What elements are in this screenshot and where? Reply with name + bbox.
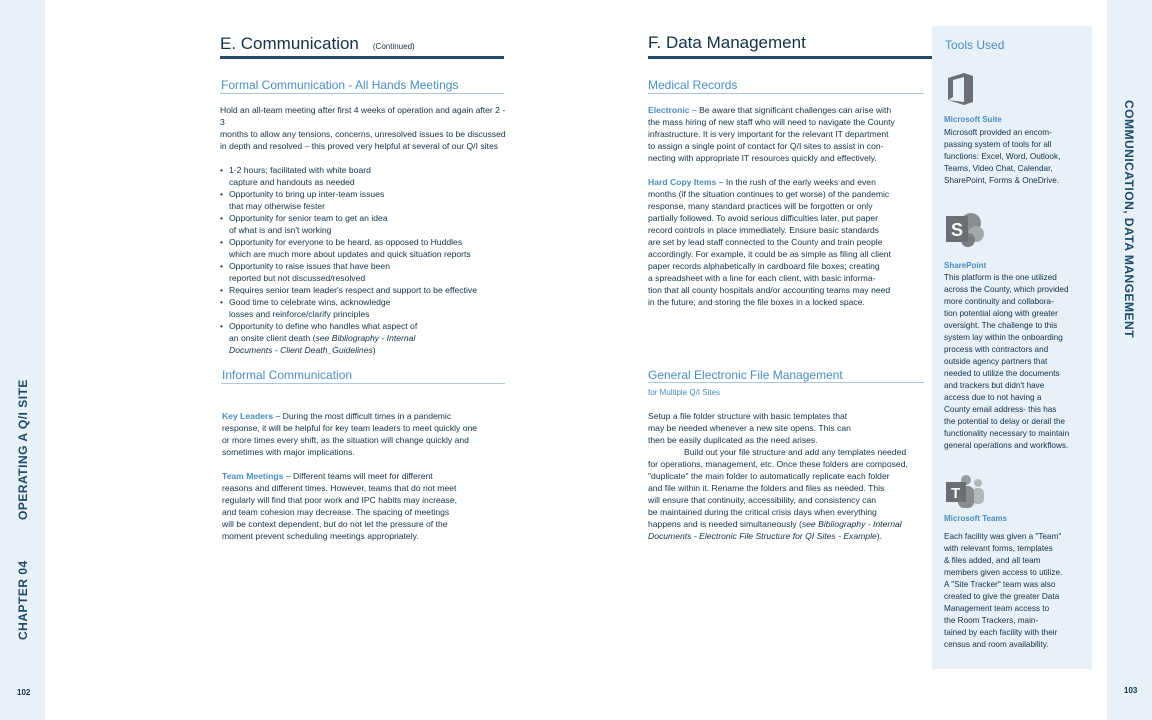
text-line: or more times every shift, as the situation will change quickly and	[222, 435, 469, 445]
text-line: the Room Trackers, main-	[944, 616, 1039, 625]
text-line: functionality necessary to maintain	[944, 429, 1070, 438]
text-line: During the most difficult times in a pandemic	[280, 411, 452, 421]
team-meetings-paragraph	[222, 470, 512, 542]
text-line: paper records alphabetically in cardboard file boxes; creating	[648, 261, 880, 271]
text-line: outside agency partners that	[944, 357, 1048, 366]
formal-heading-rule	[220, 93, 504, 94]
text-line: regularly will find that poor work and IPC habits may increase,	[222, 495, 458, 505]
text-line: moment prevent scheduling meetings appropriately.	[222, 531, 419, 541]
text-line: partially followed. To avoid serious difficulties later, put paper	[648, 213, 878, 223]
text-line: A "Site Tracker" team was also	[944, 580, 1056, 589]
bullet-line: Opportunity to bring up inter-team issues	[229, 189, 385, 199]
hard-copy-lead: Hard Copy Items –	[648, 177, 724, 187]
file-management-heading: General Electronic File Management	[648, 368, 843, 382]
chapter-label: CHAPTER 04	[16, 560, 30, 640]
text-line: across the County, which provided	[944, 285, 1069, 294]
text-line: Management team access to	[944, 604, 1050, 613]
bullet-line: Opportunity to raise issues that have been	[229, 261, 390, 271]
text-line: passing system of tools for all	[944, 140, 1052, 149]
informal-heading: Informal Communication	[222, 368, 353, 382]
text-line: census and room availability.	[944, 640, 1049, 649]
text-line: happens and is needed simultaneously (	[648, 519, 802, 529]
bullet-item	[220, 320, 510, 356]
formal-intro	[220, 104, 510, 152]
text-line: SharePoint, Forms & OneDrive.	[944, 176, 1060, 185]
text-line: the mass hiring of new staff who will need to navigate the County	[648, 117, 895, 127]
medical-records-heading: Medical Records	[648, 78, 738, 92]
bullet-item	[220, 164, 510, 188]
text-line: Microsoft provided an encom-	[944, 128, 1052, 137]
office-icon	[945, 72, 975, 111]
electronic-paragraph	[648, 104, 930, 164]
text-line: accordingly. For example, it could be as simple as filing all client	[648, 249, 891, 259]
text-line: and team cohesion may decrease. The spacing of meetings	[222, 507, 450, 517]
file-management-para1	[648, 410, 930, 542]
text-line: record controls in place immediately. Ensure basic standards	[648, 225, 880, 235]
file-management-body	[648, 410, 930, 542]
text-line: will be context dependent, but do not let the pressure of the	[222, 519, 448, 529]
text-line: and file within it. Rename the folders and files as needed. This	[648, 483, 885, 493]
intro-line: Hold an all-team meeting after first 4 weeks of operation and again after 2 - 3	[220, 105, 506, 127]
text-line: members given access to utilize.	[944, 568, 1063, 577]
text-line: more continuity and collabora-	[944, 297, 1054, 306]
bullet-line: )	[372, 345, 376, 355]
text-line: for operations, management, etc. Once these folders are composed,	[648, 459, 908, 469]
communication-title-text: E. Communication	[220, 34, 359, 53]
text-line: sometimes with major implications.	[222, 447, 355, 457]
section-label-right: COMMUNICATION, DATA MANGEMENT	[1122, 100, 1136, 339]
hard-copy-paragraph	[648, 176, 930, 308]
text-line: Build out your file structure and add any templates needed	[684, 447, 907, 457]
formal-bullets	[220, 164, 510, 356]
text-line: be maintained during the critical crisis days when everything	[648, 507, 877, 517]
formal-body	[220, 104, 510, 356]
text-line: a spreadsheet with a line for each client, with basic informa-	[648, 273, 876, 283]
text-line: needed to utilize the documents	[944, 369, 1060, 378]
bibliography-ref: Documents - Client Death_Guidelines	[229, 345, 373, 355]
medical-records-body	[648, 104, 930, 308]
text-line: response, many standard practices will be forgotten or only	[648, 201, 873, 211]
communication-title-rule	[220, 56, 504, 59]
bullet-line: Opportunity to define who handles what aspect of	[229, 321, 418, 331]
text-line: Each facility was given a "Team"	[944, 532, 1062, 541]
text-line: tion potential along with greater	[944, 309, 1058, 318]
sharepoint-icon	[944, 210, 986, 255]
electronic-lead: Electronic –	[648, 105, 697, 115]
text-line: tained by each facility with their	[944, 628, 1058, 637]
text-line: oversight. The challenge to this	[944, 321, 1058, 330]
text-line: and trackers but didn't have	[944, 381, 1045, 390]
text-line: response, it will be helpful for key team leaders to meet quickly one	[222, 423, 478, 433]
tools-title: Tools Used	[945, 38, 1005, 52]
text-line: & files added, and all team	[944, 556, 1041, 565]
text-line: reasons and different times. However, teams that do not meet	[222, 483, 457, 493]
key-leaders-paragraph	[222, 410, 512, 458]
bullet-line: Good time to celebrate wins, acknowledge	[229, 297, 391, 307]
text-line: the potential to delay or derail the	[944, 417, 1066, 426]
svg-text:T: T	[951, 485, 961, 502]
text-line: in the future; and storing the file boxes in a locked space.	[648, 297, 865, 307]
tool-name-microsoft-teams: Microsoft Teams	[944, 514, 1007, 523]
text-line: In the rush of the early weeks and even	[723, 177, 876, 187]
formal-heading: Formal Communication - All Hands Meetings	[221, 78, 459, 92]
bullet-line: reported but not discussed/resolved	[229, 273, 366, 283]
bullet-line: an onsite client death (	[229, 333, 316, 343]
intro-line: in depth and resolved – this proved very helpful at several of our Q/I sites	[220, 141, 499, 151]
bullet-line: Opportunity for senior team to get an idea	[229, 213, 388, 223]
bullet-line: capture and handouts as needed	[229, 177, 355, 187]
data-management-title: F. Data Management	[648, 33, 806, 52]
bullet-line: that may otherwise fester	[229, 201, 326, 211]
medical-records-rule	[648, 93, 924, 94]
text-line: general operations and workflows.	[944, 441, 1069, 450]
bullet-line: which are much more about updates and quick situation reports	[229, 249, 471, 259]
file-management-subheading: for Multiple Q/I Sites	[648, 388, 721, 397]
page-number-left: 102	[17, 688, 31, 697]
bullet-item	[220, 284, 510, 296]
tool-name-microsoft-suite: Microsoft Suite	[944, 115, 1002, 124]
key-leaders-lead: Key Leaders –	[222, 411, 281, 421]
informal-heading-rule	[221, 383, 505, 384]
section-label-left: OPERATING A Q/I SITE	[16, 379, 30, 520]
text-line: functions: Excel, Word, Outlook,	[944, 152, 1061, 161]
bibliography-ref: Documents - Electronic File Structure for QI Sites - Example	[648, 531, 877, 541]
text-line: necting with appropriate IT resources quickly and effectively.	[648, 153, 877, 163]
text-line: to assign a single point of contact for Q/I sites to assist in con-	[648, 141, 884, 151]
bibliography-ref: see Bibliography - Internal	[315, 333, 416, 343]
text-line: This platform is the one utilized	[944, 273, 1057, 282]
text-line: are set by lead staff connected to the County and train people	[648, 237, 883, 247]
text-line: infrastructure. It is very important for the relevant IT department	[648, 129, 889, 139]
text-line: may be needed whenever a new site opens. This can	[648, 423, 851, 433]
text-line: access due to not having a	[944, 393, 1042, 402]
text-line: with relevant forms, templates	[944, 544, 1053, 553]
text-line: Teams, Video Chat, Calendar,	[944, 164, 1053, 173]
text-line: Setup a file folder structure with basic templates that	[648, 411, 848, 421]
bullet-item	[220, 188, 510, 212]
text-line: "duplicate" the main folder to automatically replicate each folder	[648, 471, 890, 481]
svg-text:S: S	[951, 220, 964, 240]
file-management-rule	[648, 382, 924, 383]
bullet-line: of what is and isn't working	[229, 225, 332, 235]
bullet-item	[220, 212, 510, 236]
bullet-item	[220, 260, 510, 284]
text-line: months (if the situation continues to get worse) of the pandemic	[648, 189, 890, 199]
text-line: will ensure that continuity, accessibility, and consistency can	[648, 495, 877, 505]
text-line: system lay within the onboarding	[944, 333, 1063, 342]
text-line: ).	[876, 531, 883, 541]
bibliography-ref: see Bibliography - Internal	[801, 519, 902, 529]
bullet-line: losses and reinforce/clarify principles	[229, 309, 370, 319]
text-line: then be easily duplicated as the need arises.	[648, 435, 818, 445]
tool-desc-microsoft-teams	[944, 531, 1084, 651]
tool-desc-sharepoint	[944, 272, 1084, 452]
teams-icon	[944, 474, 986, 515]
informal-body	[222, 410, 512, 542]
continued-label: (Continued)	[372, 42, 415, 51]
bullet-line: 1-2 hours; facilitated with white board	[229, 165, 371, 175]
communication-title	[220, 34, 415, 54]
text-line: process with contractors and	[944, 345, 1049, 354]
bullet-line: Requires senior team leader's respect and support to be effective	[229, 285, 477, 295]
text-line: Different teams will meet for different	[290, 471, 433, 481]
tool-desc-microsoft-suite	[944, 127, 1084, 187]
bullet-line: Opportunity for everyone to be heard, as opposed to Huddles	[229, 237, 463, 247]
text-line: Be aware that significant challenges can arise with	[696, 105, 892, 115]
team-meetings-lead: Team Meetings –	[222, 471, 291, 481]
text-line: created to give the greater Data	[944, 592, 1060, 601]
bullet-item	[220, 236, 510, 260]
tool-name-sharepoint: SharePoint	[944, 261, 987, 270]
bullet-item	[220, 296, 510, 320]
text-line: tion that all county hospitals and/or accounting teams may need	[648, 285, 891, 295]
page-number-right: 103	[1124, 686, 1138, 695]
intro-line: months to allow any tensions, concerns, unresolved issues to be discussed	[220, 129, 506, 139]
text-line: County email address- this has	[944, 405, 1057, 414]
